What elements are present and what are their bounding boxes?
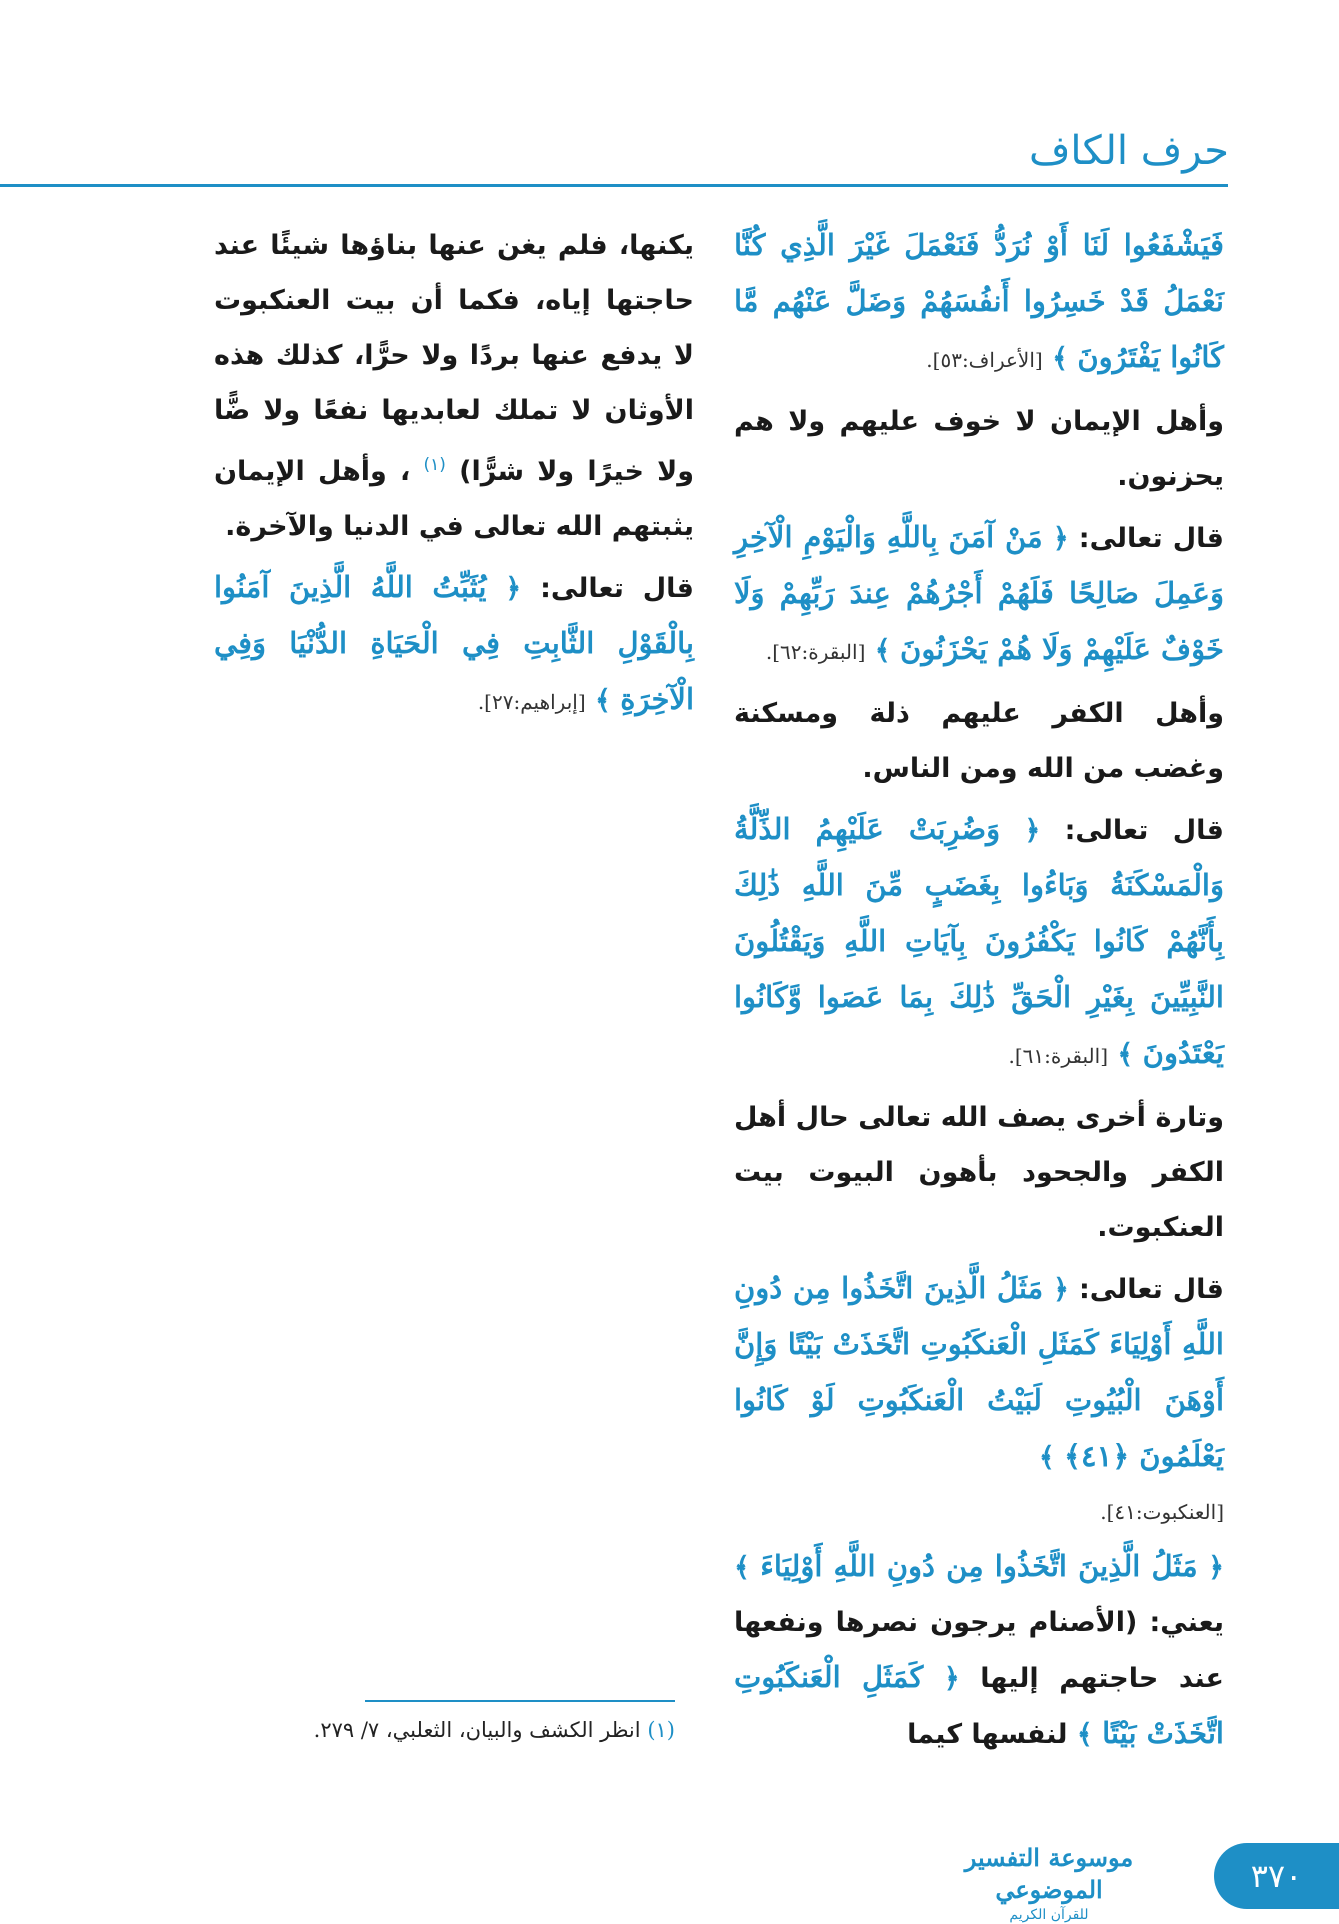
page-number-badge: ٣٧٠ <box>1214 1843 1339 1909</box>
ornate-bracket-close: ﴾ <box>874 635 891 666</box>
footnote-marker[interactable]: (١) <box>423 455 446 475</box>
verse-paragraph <box>734 1261 1224 1485</box>
quran-text: مَثَلُ الَّذِينَ اتَّخَذُوا مِن دُونِ اللَّهِ أَوْلِيَاءَ <box>760 1549 1198 1583</box>
logo-subtitle: للقرآن الكريم <box>1009 1907 1089 1923</box>
footnote-text: انظر الكشف والبيان، الثعلبي، ٧/ ٢٧٩. <box>313 1718 641 1742</box>
ornate-bracket-open: ﴿ <box>943 1663 960 1694</box>
quran-text: مَثَلُ الَّذِينَ اتَّخَذُوا مِن دُونِ اللَّهِ أَوْلِيَاءَ كَمَثَلِ الْعَنكَبُوتِ اتَّخَذَتْ بَيْتًا وَإِنَّ أَوْهَنَ الْبُيُوتِ لَبَيْتُ الْعَنكَبُوتِ لَوْ كَانُوا يَعْلَمُونَ ﴿٤١﴾ <box>734 1271 1224 1473</box>
body-text: يكنها، فلم يغن عنها بناؤها شيئًا عند حاجتها إياه، فكما أن بيت العنكبوت لا يدفع عنها بردًا ولا حرًّا، كذلك هذه الأوثان لا تملك لعابديها نفعًا ولا ضًّا ولا خيرًا ولا شرًّا) <box>214 230 694 487</box>
logo-title: موسوعة التفسير الموضوعي <box>964 1843 1134 1904</box>
quran-text: وَضُرِبَتْ عَلَيْهِمُ الذِّلَّةُ وَالْمَسْكَنَةُ وَبَاءُوا بِغَضَبٍ مِّنَ اللَّهِ ذَٰلِكَ بِأَنَّهُمْ كَانُوا يَكْفُرُونَ بِآيَاتِ اللَّهِ وَيَقْتُلُونَ النَّبِيِّينَ بِغَيْرِ الْحَقِّ ذَٰلِكَ بِمَا عَصَوا وَّكَانُوا يَعْتَدُونَ <box>734 812 1224 1070</box>
verse-reference: [الأعراف:٥٣]. <box>926 348 1043 372</box>
verse-paragraph <box>734 510 1224 680</box>
verse-lead: قال تعالى: <box>1068 523 1224 554</box>
verse-reference: [البقرة:٦٢]. <box>765 640 866 664</box>
body-paragraph: وتارة أخرى يصف الله تعالى حال أهل الكفر والجحود بأهون البيوت بيت العنكبوت. <box>734 1102 1224 1243</box>
ornate-bracket-close: ﴾ <box>1117 1039 1134 1070</box>
body-text: ، وأهل الإيمان يثبتهم الله تعالى في الدنيا والآخرة. <box>214 456 694 542</box>
verse-paragraph <box>734 802 1224 1084</box>
verse-paragraph <box>214 560 694 730</box>
ornate-bracket-close: ﴾ <box>1076 1719 1093 1750</box>
quran-text: فَيَشْفَعُوا لَنَا أَوْ نُرَدُّ فَنَعْمَلَ غَيْرَ الَّذِي كُنَّا نَعْمَلُ قَدْ خَسِرُوا أَنفُسَهُمْ وَضَلَّ عَنْهُم مَّا كَانُوا يَفْتَرُونَ <box>734 228 1224 374</box>
encyclopedia-logo <box>909 1842 1189 1923</box>
verse-lead: قال تعالى: <box>1069 1274 1224 1305</box>
body-paragraph <box>214 218 694 554</box>
body-paragraph: وأهل الكفر عليهم ذلة ومسكنة وغضب من الله ومن الناس. <box>734 698 1224 784</box>
left-column <box>214 218 694 736</box>
verse-lead: قال تعالى: <box>1040 815 1224 846</box>
verse-lead: قال تعالى: <box>521 573 694 604</box>
ornate-bracket-close: ﴾ <box>1052 343 1068 374</box>
quran-text: يُثَبِّتُ اللَّهُ الَّذِينَ آمَنُوا بِالْقَوْلِ الثَّابِتِ فِي الْحَيَاةِ الدُّنْيَا وَفِي الْآخِرَةِ <box>214 570 694 716</box>
commentary-paragraph <box>734 1539 1224 1762</box>
quran-text: مَنْ آمَنَ بِاللَّهِ وَالْيَوْمِ الْآخِرِ وَعَمِلَ صَالِحًا فَلَهُمْ أَجْرُهُمْ عِندَ رَبِّهِمْ وَلَا خَوْفٌ عَلَيْهِمْ وَلَا هُمْ يَحْزَنُونَ <box>734 520 1224 666</box>
header-rule <box>0 184 1228 187</box>
footnote-number: (١) <box>647 1718 675 1742</box>
ornate-bracket-close: ﴾ <box>734 1552 750 1583</box>
quran-text: كَمَثَلِ الْعَنكَبُوتِ اتَّخَذَتْ بَيْتًا <box>734 1660 1224 1750</box>
body-paragraph: وأهل الإيمان لا خوف عليهم ولا هم يحزنون. <box>734 406 1224 492</box>
ornate-bracket-open: ﴿ <box>1208 1552 1225 1583</box>
ornate-bracket-close: ﴾ <box>1038 1442 1055 1473</box>
ornate-bracket-open: ﴿ <box>1024 815 1041 846</box>
ornate-bracket-open: ﴿ <box>1052 523 1069 554</box>
commentary-text: يعني: (الأصنام يرجون نصرها ونفعها عند حاجتهم إليها <box>734 1607 1224 1694</box>
verse-reference: [إبراهيم:٢٧]. <box>477 690 586 714</box>
verse-paragraph <box>734 218 1224 388</box>
footnote-rule <box>365 1700 675 1702</box>
ornate-bracket-open: ﴿ <box>1053 1274 1069 1305</box>
verse-reference: [العنكبوت:٤١]. <box>1100 1500 1224 1524</box>
footnote <box>215 1718 675 1742</box>
verse-reference: [البقرة:٦١]. <box>1008 1044 1109 1068</box>
ornate-bracket-open: ﴿ <box>505 573 522 604</box>
page-header-title: حرف الكاف <box>1028 128 1229 174</box>
right-column <box>734 218 1224 1768</box>
ornate-bracket-close: ﴾ <box>595 685 611 716</box>
commentary-text: لنفسها كيما <box>907 1719 1068 1750</box>
